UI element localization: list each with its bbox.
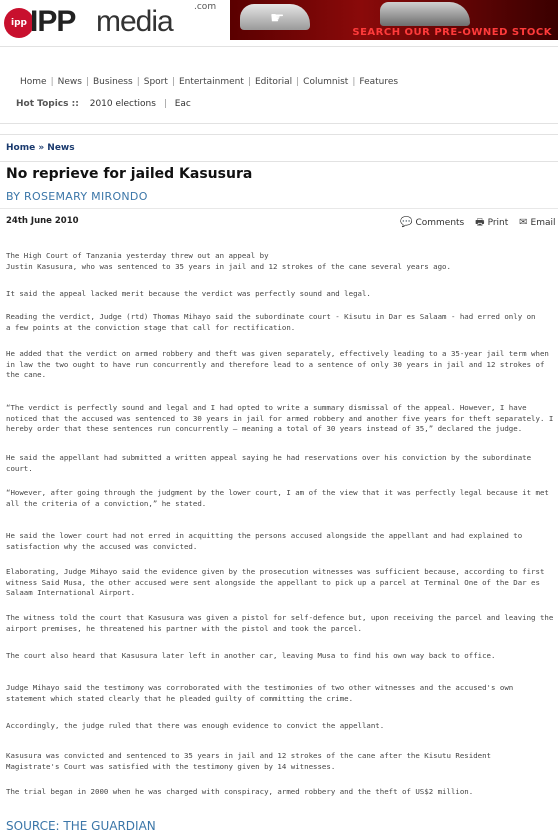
article-source: SOURCE: THE GUARDIAN xyxy=(6,819,156,833)
hand-cursor-icon: ☛ xyxy=(270,8,285,27)
main-nav xyxy=(16,77,402,87)
nav-item-columnist[interactable]: Columnist xyxy=(303,77,349,87)
hot-topic-2010-elections[interactable]: 2010 elections xyxy=(89,99,156,109)
nav-separator: | xyxy=(50,77,54,87)
car-image xyxy=(380,2,470,26)
breadcrumb-separator: » xyxy=(35,143,48,153)
article-byline: BY ROSEMARY MIRONDO xyxy=(6,190,148,203)
nav-item-entertainment[interactable]: Entertainment xyxy=(178,77,244,87)
logo-com-text: .com xyxy=(194,2,217,12)
comments-link[interactable] xyxy=(400,218,464,228)
article-paragraph: The High Court of Tanzania yesterday threw out an appeal by Justin Kasusura, who was sentenced to 35 years in jail and 12 strokes of the cane several years ago. xyxy=(6,251,451,271)
hot-topics-label: Hot Topics :: xyxy=(16,99,79,109)
breadcrumb-news[interactable]: News xyxy=(47,143,75,153)
hot-topic-eac[interactable]: Eac xyxy=(174,99,191,109)
nav-separator: | xyxy=(296,77,300,87)
article-paragraph: The witness told the court that Kasusura was given a pistol for self-defence but, upon receiving the parcel and leaving the airport premises, he threatened his partner with the pistol and took the parcel. xyxy=(6,613,554,633)
nav-item-news[interactable]: News xyxy=(57,77,82,87)
print-label: Print xyxy=(487,218,509,228)
speech-bubble-icon: 💬 xyxy=(400,217,413,228)
article-actions xyxy=(400,215,558,232)
nav-separator: | xyxy=(352,77,356,87)
article-paragraph: Judge Mihayo said the testimony was corroborated with the testimonies of two other witnesses and the accused's own statement which stated clearly that he pleaded guilty of committing the crime. xyxy=(6,683,514,703)
logo-media-text: media xyxy=(96,5,173,38)
breadcrumb-home[interactable]: Home xyxy=(6,143,36,153)
article-date: 24th June 2010 xyxy=(6,216,79,226)
article-paragraph: The trial began in 2000 when he was charged with conspiracy, armed robbery and the theft of US$2 million. xyxy=(6,787,474,796)
article-paragraph: Elaborating, Judge Mihayo said the evidence given by the prosecution witnesses was sufficient because, according to first witness Said Musa, the other accused were sent alongside the appellant to pick up a parcel at Terminal One of the Dar es Salaam International Airport. xyxy=(6,567,545,597)
article-paragraph: It said the appeal lacked merit because the verdict was perfectly sound and legal. xyxy=(6,289,371,298)
printer-icon: 🖶 xyxy=(475,217,485,228)
nav-item-business[interactable]: Business xyxy=(93,77,133,87)
nav-separator: | xyxy=(136,77,140,87)
nav-separator: | xyxy=(171,77,175,87)
nav-item-editorial[interactable]: Editorial xyxy=(254,77,293,87)
email-link[interactable] xyxy=(519,218,555,228)
article-paragraph: He said the appellant had submitted a written appeal saying he had reservations over his conviction by the subordinate court. xyxy=(6,453,532,473)
nav-item-features[interactable]: Features xyxy=(359,77,399,87)
print-link[interactable] xyxy=(475,218,508,228)
navigation-panel xyxy=(0,46,558,124)
email-label: Email xyxy=(530,218,556,228)
article-paragraph: “However, after going through the judgment by the lower court, I am of the view that it was perfectly legal because it met all the criteria of a conviction,” he stated. xyxy=(6,488,549,508)
envelope-icon: ✉ xyxy=(519,217,528,228)
article-paragraph: The court also heard that Kasusura later left in another car, leaving Musa to find his own way back to office. xyxy=(6,651,496,660)
article-title: No reprieve for jailed Kasusura xyxy=(6,166,253,182)
nav-item-home[interactable]: Home xyxy=(20,77,47,87)
logo-badge: ipp xyxy=(4,8,34,38)
article-paragraph: Reading the verdict, Judge (rtd) Thomas Mihayo said the subordinate court - Kisutu in Dar es Salaam - had erred only on a few points at the conviction stage that call for rectification. xyxy=(6,312,536,332)
article-paragraph: “The verdict is perfectly sound and legal and I had opted to write a summary dismissal of the appeal. However, I have noticed that the accused was sentenced to 30 years in jail for armed robbery and another five years for theft separately. I hereby order that these sentences run concurrently – meaning a total of 30 years instead of 35,” declared the judge. xyxy=(6,403,554,433)
site-header xyxy=(0,0,558,44)
article-paragraph: He added that the verdict on armed robbery and theft was given separately, effectively leading to a 35-year jail term when in law the two ought to have run concurrently and therefore lead to a sentence of only 30 years in jail and 12 strokes of the cane. xyxy=(6,349,549,379)
article-paragraph: Accordingly, the judge ruled that there was enough evidence to convict the appellant. xyxy=(6,721,385,730)
nav-item-sport[interactable]: Sport xyxy=(143,77,168,87)
comments-label: Comments xyxy=(415,218,465,228)
nav-separator: | xyxy=(85,77,89,87)
hot-topics: Hot Topics :: 2010 elections | Eac xyxy=(16,99,191,109)
ad-text: SEARCH OUR PRE-OWNED STOCK xyxy=(352,27,552,38)
nav-separator: | xyxy=(247,77,251,87)
logo-ipp-text: IPP xyxy=(30,5,76,38)
advertisement-banner[interactable] xyxy=(230,0,558,40)
divider xyxy=(0,208,558,209)
article-paragraph: Kasusura was convicted and sentenced to 35 years in jail and 12 strokes of the cane after the Kisutu Resident Magistrate's Court was satisfied with the testimony given by 14 witnesses. xyxy=(6,751,491,771)
article-paragraph: He said the lower court had not erred in acquitting the persons accused alongside the appellant and had explained to satisfaction why the accused was convicted. xyxy=(6,531,523,551)
breadcrumb xyxy=(0,134,558,162)
